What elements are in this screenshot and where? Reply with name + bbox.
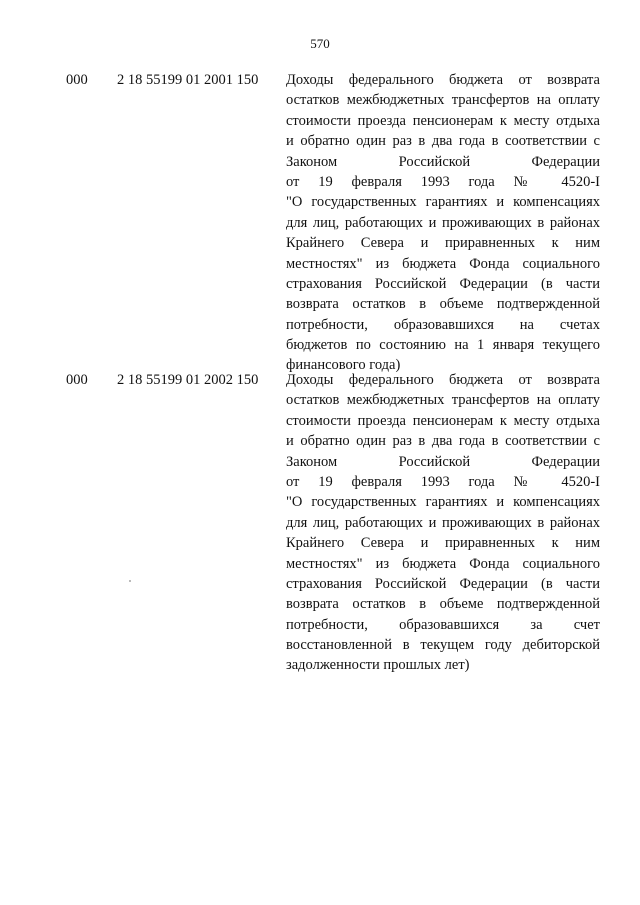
page-number: 570 [310, 36, 330, 51]
description-line: возврата остатков в объеме подтвержденной [286, 596, 600, 613]
description-line: стоимости проезда пенсионерам к месту отдыха [286, 412, 600, 429]
description-line: Крайнего Севера и приравненных к ним [286, 235, 600, 252]
description-line: восстановленной в текущем году дебиторской [286, 637, 600, 654]
description-line: от 19 февраля 1993 года № 4520-I [286, 473, 600, 490]
description-line: и обратно один раз в два года в соответствии с [286, 133, 600, 150]
description-line: потребности, образовавшихся на счетах [286, 316, 600, 333]
entry-description [286, 70, 600, 376]
description-line: потребности, образовавшихся за счет [286, 616, 600, 633]
description-line: местностях" из бюджета Фонда социального [286, 555, 600, 572]
description-line: остатков межбюджетных трансфертов на оплату [286, 92, 600, 109]
description-line: "О государственных гарантиях и компенсациях [286, 494, 600, 511]
admin-code: 000 [66, 72, 88, 88]
description-line: финансового года) [286, 357, 401, 374]
description-line: Доходы федерального бюджета от возврата [286, 72, 600, 88]
description-line: стоимости проезда пенсионерам к месту отдыха [286, 112, 600, 129]
description-line: местностях" из бюджета Фонда социального [286, 255, 600, 272]
description-line: "О государственных гарантиях и компенсациях [286, 194, 600, 211]
scan-speck [129, 580, 131, 582]
description-line: задолженности прошлых лет) [286, 657, 470, 674]
description-line: для лиц, работающих и проживающих в районах [286, 214, 600, 231]
description-line: Крайнего Севера и приравненных к ним [286, 535, 600, 552]
description-line: Законом Российской Федерации [286, 153, 600, 170]
description-line: страхования Российской Федерации (в части [286, 275, 600, 292]
description-line: остатков межбюджетных трансфертов на оплату [286, 392, 600, 409]
description-line: Законом Российской Федерации [286, 453, 600, 470]
budget-classification-code: 2 18 55199 01 2002 150 [117, 372, 259, 388]
description-line: и обратно один раз в два года в соответствии с [286, 433, 600, 450]
budget-classification-code: 2 18 55199 01 2001 150 [117, 72, 259, 88]
description-line: от 19 февраля 1993 года № 4520-I [286, 173, 600, 190]
description-line: страхования Российской Федерации (в части [286, 575, 600, 592]
description-line: бюджетов по состоянию на 1 января текущего [286, 337, 600, 354]
description-line: Доходы федерального бюджета от возврата [286, 372, 600, 388]
description-line: возврата остатков в объеме подтвержденной [286, 296, 600, 313]
description-line: для лиц, работающих и проживающих в районах [286, 514, 600, 531]
entry-description [286, 370, 600, 676]
admin-code: 000 [66, 372, 88, 388]
